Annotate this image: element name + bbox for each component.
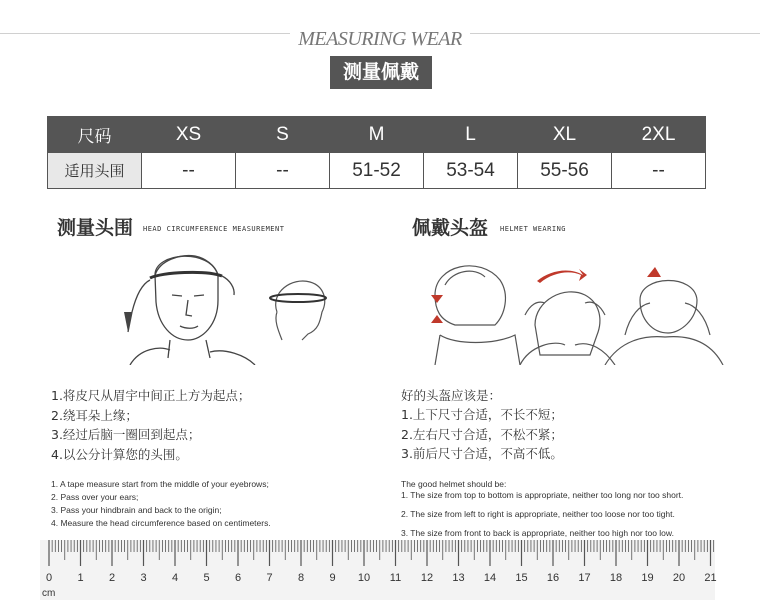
size-cell: L	[424, 117, 518, 153]
ruler-number: 17	[578, 572, 591, 584]
ruler-number: 20	[672, 572, 686, 584]
ruler-number: 18	[609, 572, 623, 584]
ruler-number: 12	[420, 572, 434, 584]
ruler-number: 8	[297, 572, 305, 584]
wear-step-cn: 2.左右尺寸合适，不松不紧；	[401, 426, 563, 442]
row-label: 适用头围	[48, 153, 142, 189]
measure-step-cn: 1.将皮尺从眉宇中间正上方为起点；	[51, 388, 251, 403]
ruler-number: 19	[641, 572, 654, 584]
ruler-number: 13	[452, 572, 465, 584]
wear-step-cn: 3.前后尺寸合适，不高不低。	[401, 446, 563, 461]
measure-steps-cn	[51, 386, 250, 464]
value-cell: 53-54	[424, 153, 518, 189]
size-table	[47, 116, 706, 189]
measure-step-cn: 3.经过后脑一圈回到起点；	[51, 427, 201, 442]
measure-step-en: 4. Measure the head circumference based on centimeters.	[51, 518, 271, 528]
value-cell: --	[236, 153, 330, 189]
ruler-number: 0	[45, 572, 53, 584]
ruler-number: 9	[329, 572, 336, 584]
measure-title: 测量头围	[57, 217, 134, 239]
wear-intro-en: The good helmet should be:	[401, 479, 507, 489]
value-cell: --	[142, 153, 236, 189]
measure-steps-en	[51, 478, 271, 530]
head-measure-illustration	[110, 240, 260, 365]
measure-step-en: 1. A tape measure start from the middle of your eyebrows;	[51, 479, 269, 489]
wear-step-en: 1. The size from top to bottom is appropriate, neither too long nor too short.	[401, 490, 684, 500]
ruler	[40, 540, 715, 600]
wear-title: 佩戴头盔	[412, 217, 489, 239]
ruler-number: 4	[171, 572, 179, 584]
measure-step-cn: 2.绕耳朵上缘；	[51, 407, 138, 423]
wear-subtitle: HELMET WEARING	[500, 225, 567, 233]
size-cell: 2XL	[612, 117, 706, 153]
wear-step-en: 2. The size from left to right is appropriate, neither too loose nor too tight.	[401, 509, 675, 519]
ruler-number: 6	[234, 572, 242, 584]
measure-step-cn: 4.以公分计算您的头围。	[51, 446, 188, 462]
measure-step-en: 2. Pass over your ears;	[51, 492, 139, 502]
value-cell: 51-52	[330, 153, 424, 189]
brand-title: MEASURING WEAR	[298, 28, 462, 50]
size-cell: S	[236, 117, 330, 153]
ruler-number: 11	[389, 572, 402, 584]
ruler-number: 10	[357, 572, 371, 584]
size-cell: XS	[142, 117, 236, 153]
size-cell: XL	[518, 117, 612, 153]
ruler-number: 3	[140, 572, 147, 584]
ruler-number: 21	[704, 572, 717, 584]
measure-subtitle: HEAD CIRCUMFERENCE MEASUREMENT	[143, 225, 285, 233]
value-cell: --	[612, 153, 706, 189]
ruler-number: 7	[266, 572, 273, 584]
side-head-illustration	[262, 272, 332, 342]
ruler-ticks	[40, 540, 715, 600]
wear-step-en: 3. The size from front to back is appropriate, neither too high nor too low.	[401, 528, 674, 538]
size-cell: M	[330, 117, 424, 153]
ruler-number: 5	[203, 572, 210, 584]
wear-step-cn: 1.上下尺寸合适，不长不短；	[401, 407, 563, 422]
ruler-number: 1	[77, 572, 84, 584]
wear-intro-cn: 好的头盔应该是：	[401, 388, 502, 403]
ruler-number: 14	[483, 572, 497, 584]
size-header-row	[48, 117, 706, 153]
section-banner: 测量佩戴	[330, 56, 432, 89]
wear-steps-cn	[401, 405, 563, 464]
size-header-label: 尺码	[48, 117, 142, 153]
helmet-wear-illustration	[425, 245, 725, 365]
measure-step-en: 3. Pass your hindbrain and back to the origin;	[51, 505, 222, 515]
ruler-number: 16	[546, 572, 560, 584]
ruler-number: 2	[108, 572, 116, 584]
ruler-unit: cm	[42, 588, 56, 599]
value-cell: 55-56	[518, 153, 612, 189]
ruler-number: 15	[515, 572, 528, 584]
head-circumference-row	[48, 153, 706, 189]
